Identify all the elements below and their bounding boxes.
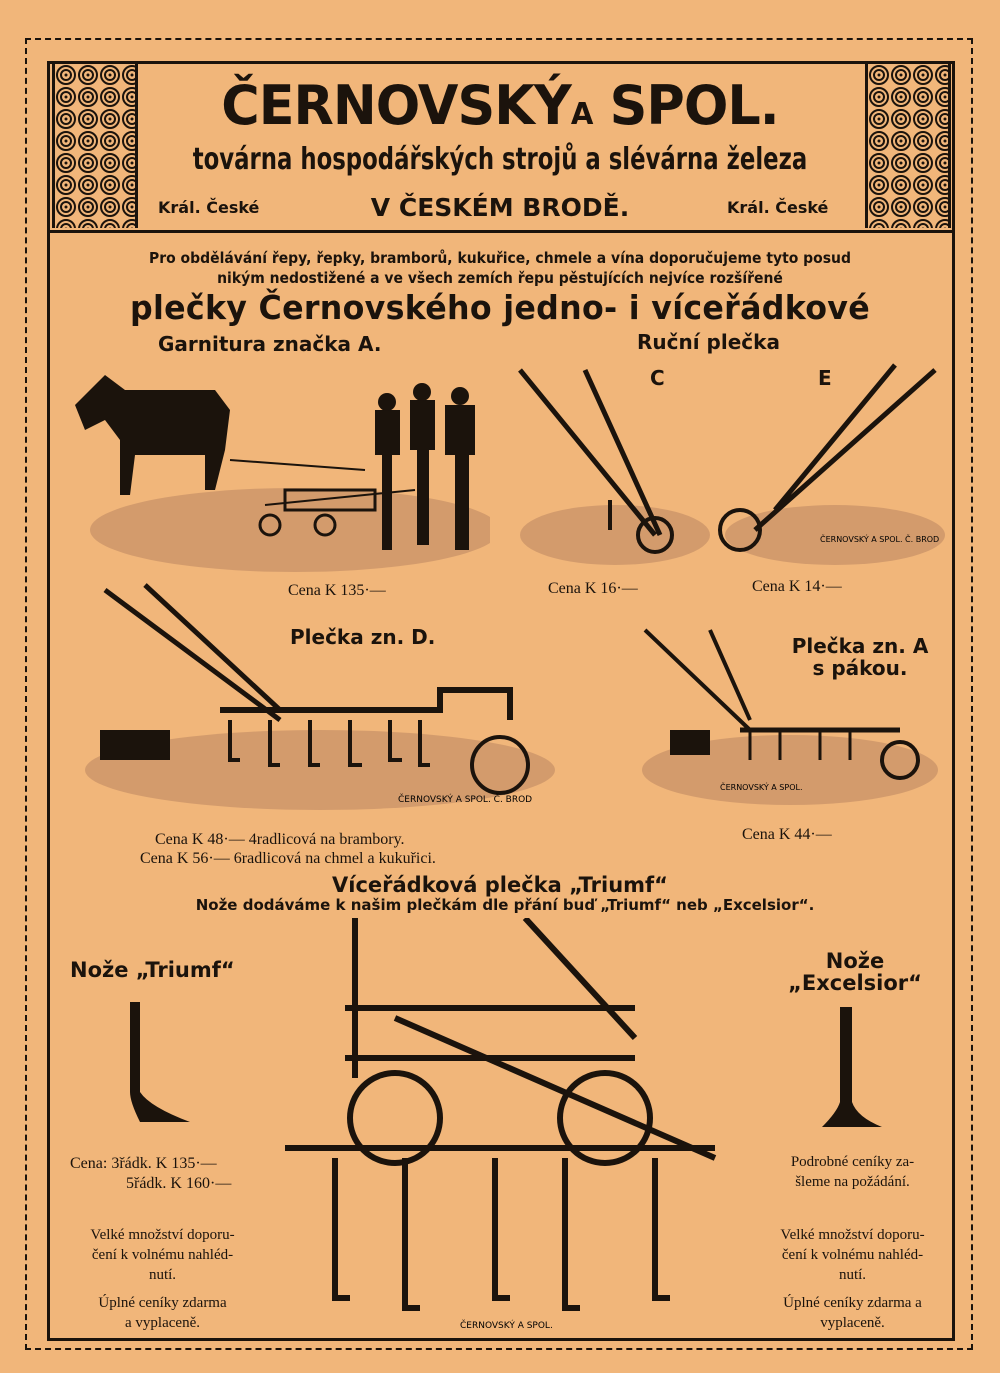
triumf-price-3: 3řádk. K 135·— [111, 1155, 217, 1172]
excelsior-blade-icon [815, 1005, 890, 1140]
rucni-title: Ruční plečka [637, 330, 780, 354]
city: V ČESKÉM BRODĚ. [370, 193, 630, 222]
hand-hoe-illustration [515, 360, 945, 575]
noze-triumf-title: Nože „Triumf“ [70, 958, 235, 982]
right-spiral-ornament [865, 64, 951, 228]
company-subtitle: továrna hospodářských strojů a slévárna železa [192, 142, 808, 177]
left-spiral-ornament [52, 64, 138, 228]
horse-cultivator-illustration [65, 360, 490, 575]
plecka-a-stamp: ČERNOVSKÝ A SPOL. [720, 783, 803, 792]
price-label: Cena: [70, 1155, 108, 1172]
plecka-d-illustration [80, 580, 555, 815]
right-para1-line3: nutí. [838, 1267, 867, 1283]
left-recommendations [60, 1225, 265, 1333]
garnitura-price: Cena K 135·— [288, 582, 386, 599]
triumf-cultivator-illustration [275, 918, 735, 1338]
excelsior-title-line1: Nože [825, 949, 885, 973]
triumf-price-5: 5řádk. K 160·— [126, 1175, 232, 1192]
noze-excelsior-title [770, 950, 940, 994]
left-para1-line2: čení k volnému nahléd- [91, 1247, 234, 1263]
plecka-d-stamp: ČERNOVSKÝ A SPOL. Č. BROD [398, 795, 533, 805]
intro-text [149, 248, 851, 288]
left-para2-line2: a vyplaceně. [125, 1315, 200, 1331]
rucni-c-label: C [650, 366, 665, 390]
intro-line-2: nikým nedostižené a ve všech zemích řepu pěstujících nejvíce rozšířené [217, 269, 783, 287]
plecka-d-title: Plečka zn. D. [290, 625, 436, 649]
right-recommendations [750, 1225, 955, 1333]
right-info [750, 1152, 955, 1192]
plecka-d-prices [140, 830, 436, 868]
left-para1-line1: Velké množství doporu- [90, 1227, 235, 1243]
right-para2-line2: vyplaceně. [820, 1315, 885, 1331]
right-tag: Král. České [727, 198, 829, 217]
company-name: ČERNOVSKÝA SPOL. [221, 74, 779, 137]
intro-line-1: Pro obdělávání řepy, řepky, bramborů, kukuřice, chmele a vína doporučujeme tyto posud [149, 249, 851, 267]
triumf-stamp: ČERNOVSKÝ A SPOL. [460, 1321, 553, 1331]
left-tag: Král. České [158, 198, 260, 217]
right-para1-line1: Velké množství doporu- [780, 1227, 925, 1243]
right-para1-line2: čení k volnému nahléd- [781, 1247, 924, 1263]
garnitura-title: Garnitura značka A. [158, 332, 382, 356]
rucni-c-price: Cena K 16·— [548, 580, 638, 597]
rucni-stamp: ČERNOVSKÝ A SPOL. Č. BROD [820, 535, 940, 544]
left-para2-line1: Úplné ceníky zdarma [98, 1295, 227, 1311]
triumf-blade-icon [125, 1000, 195, 1125]
left-para1-line3: nutí. [148, 1267, 177, 1283]
rucni-e-price: Cena K 14·— [752, 578, 842, 595]
header-divider [47, 230, 955, 233]
triumf-prices [70, 1154, 231, 1194]
plecka-a-title-line1: Plečka zn. A [791, 634, 929, 658]
main-headline: plečky Černovského jedno- i víceřádkové [129, 288, 871, 327]
plecka-d-price-6: Cena K 56·— 6radlicová na chmel a kukuřici. [140, 850, 436, 867]
excelsior-title-line2: „Excelsior“ [788, 971, 922, 995]
plecka-a-title-line2: s pákou. [812, 656, 908, 680]
right-para2-line1: Úplné ceníky zdarma a [783, 1295, 922, 1311]
right-info-line2: šleme na požádání. [795, 1174, 910, 1190]
plecka-d-price-4: Cena K 48·— 4radlicová na brambory. [155, 831, 405, 848]
rucni-e-label: E [818, 366, 832, 390]
plecka-a-illustration [640, 620, 940, 810]
triumf-subtitle: Nože dodáváme k našim plečkám dle přání buď „Triumf“ neb „Excelsior“. [195, 896, 815, 914]
plecka-a-price: Cena K 44·— [742, 826, 832, 843]
triumf-title: Víceřádková plečka „Triumf“ [332, 873, 668, 897]
right-info-line1: Podrobné ceníky za- [790, 1154, 915, 1170]
